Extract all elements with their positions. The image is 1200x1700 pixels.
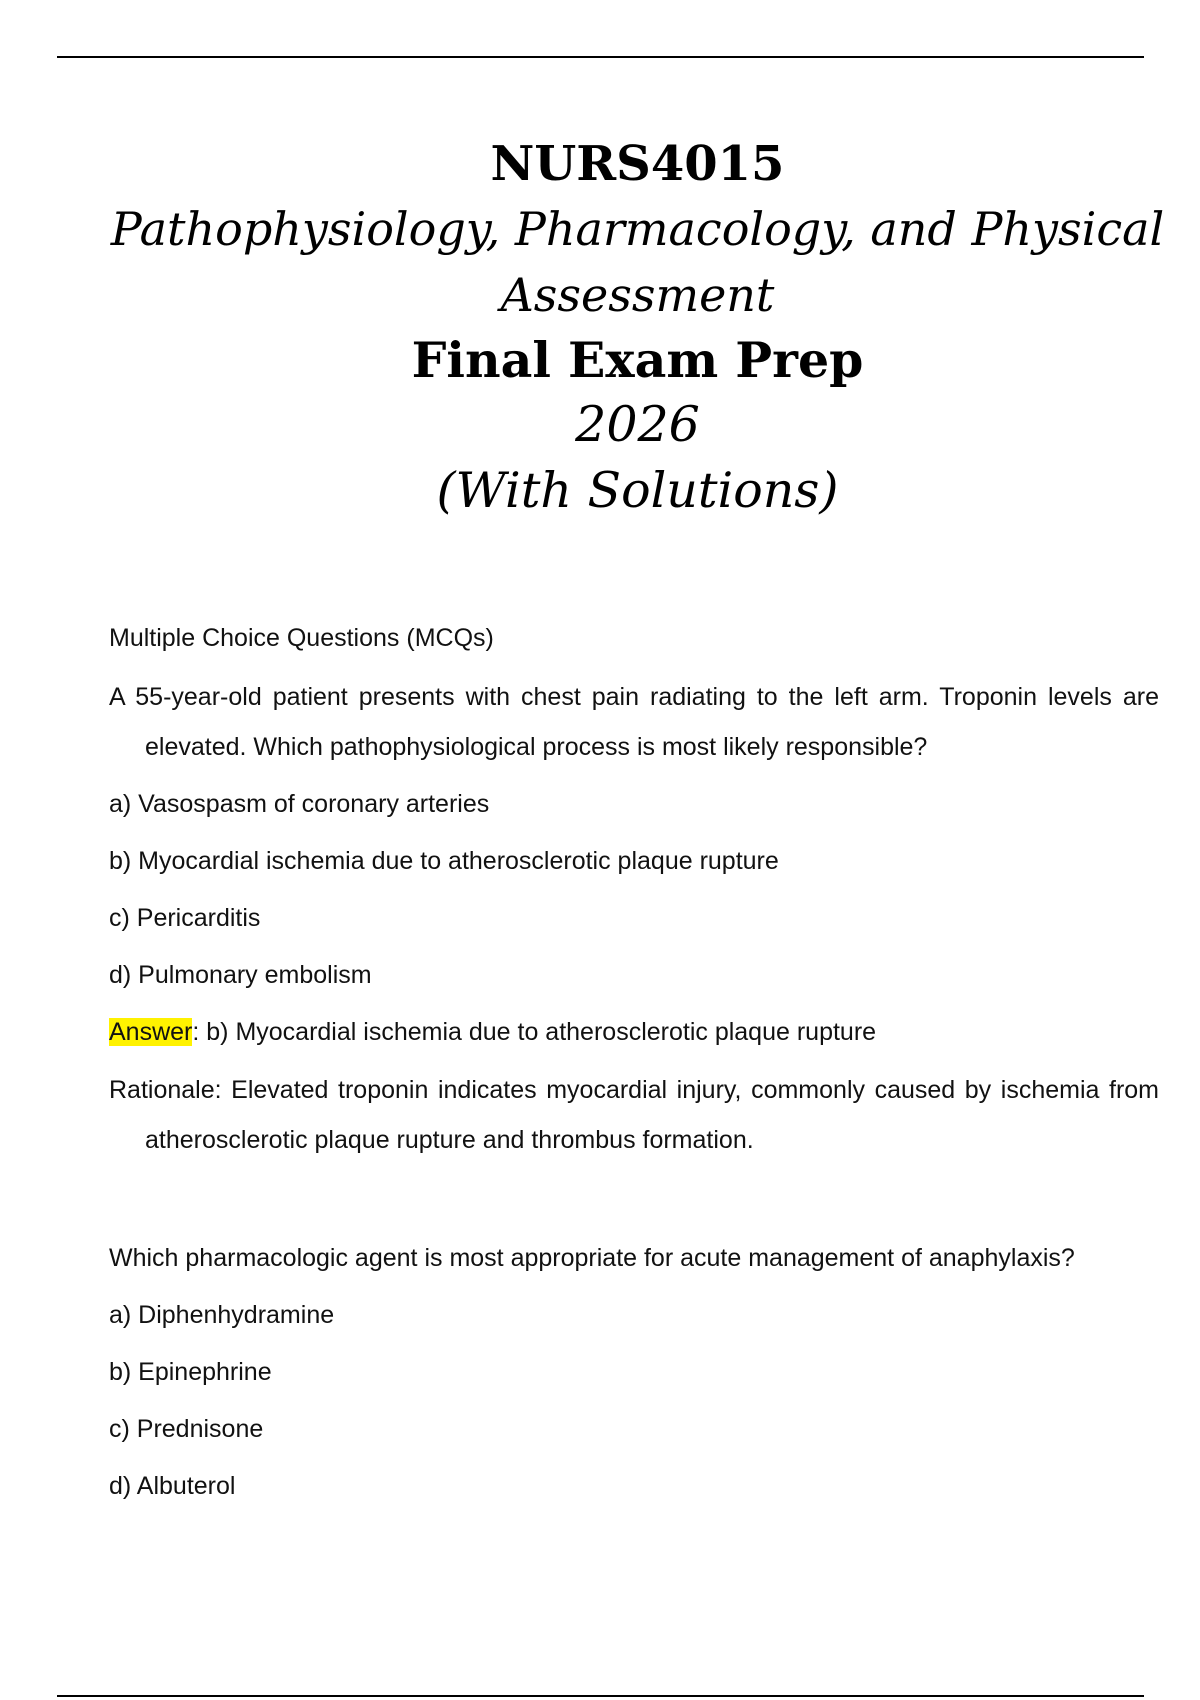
section-heading: Multiple Choice Questions (MCQs) bbox=[109, 624, 494, 652]
subject-title-line-2: Assessment bbox=[500, 268, 775, 322]
question-1-rationale: Rationale: Elevated troponin indicates myocardial injury, commonly caused by ischemia from atherosclerotic plaque rupture and thrombus formation. bbox=[109, 1076, 1159, 1154]
title-block bbox=[60, 132, 1200, 524]
top-rule bbox=[57, 56, 1144, 58]
question-1-answer bbox=[109, 1008, 1159, 1057]
question-1-option-b: b) Myocardial ischemia due to atherosclerotic plaque rupture bbox=[109, 847, 779, 875]
question-1 bbox=[109, 672, 1159, 1165]
question-1-stem: A 55-year-old patient presents with chest pain radiating to the left arm. Troponin levels are elevated. Which pathophysiological process is most likely responsible? bbox=[109, 683, 1159, 761]
question-1-option-c: c) Pericarditis bbox=[109, 904, 261, 932]
question-spacer bbox=[109, 1173, 1159, 1233]
answer-label: Answer bbox=[109, 1018, 193, 1046]
document-body bbox=[109, 614, 1159, 1519]
subject-title-line-1: Pathophysiology, Pharmacology, and Physical bbox=[110, 202, 1165, 256]
question-2-option-a: a) Diphenhydramine bbox=[109, 1301, 335, 1329]
question-1-option-d: d) Pulmonary embolism bbox=[109, 961, 372, 989]
question-2 bbox=[109, 1233, 1159, 1511]
exam-year: 2026 bbox=[575, 396, 700, 453]
course-code: NURS4015 bbox=[490, 136, 785, 192]
solutions-note: (With Solutions) bbox=[436, 462, 839, 519]
answer-text: : b) Myocardial ischemia due to atherosclerotic plaque rupture bbox=[192, 1018, 877, 1046]
question-2-stem: Which pharmacologic agent is most appropriate for acute management of anaphylaxis? bbox=[109, 1244, 1075, 1272]
question-2-option-b: b) Epinephrine bbox=[109, 1358, 272, 1386]
question-2-option-c: c) Prednisone bbox=[109, 1415, 264, 1443]
question-2-option-d: d) Albuterol bbox=[109, 1472, 236, 1500]
exam-title: Final Exam Prep bbox=[411, 331, 864, 389]
question-1-option-a: a) Vasospasm of coronary arteries bbox=[109, 790, 490, 818]
bottom-rule bbox=[57, 1695, 1144, 1697]
